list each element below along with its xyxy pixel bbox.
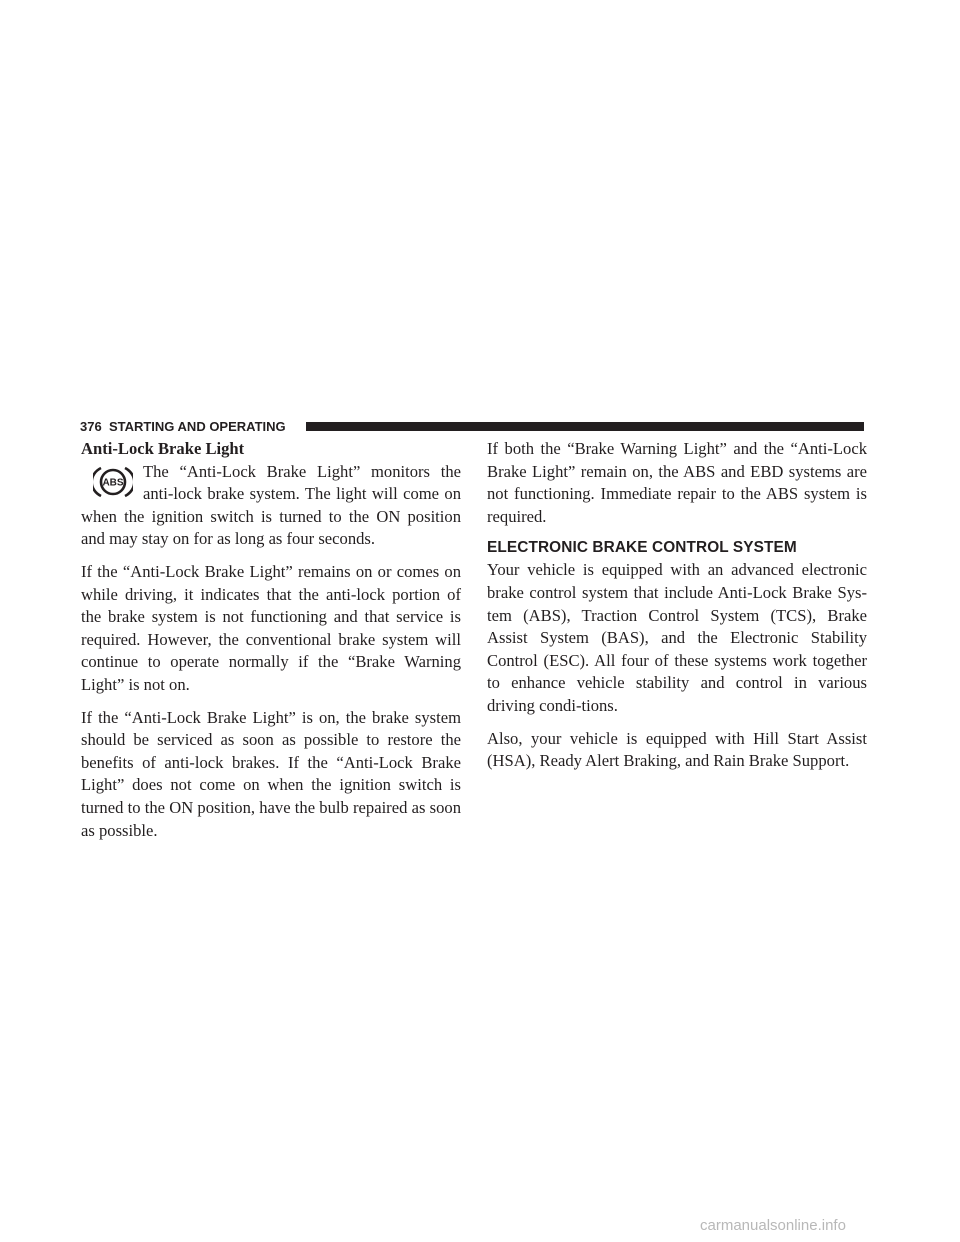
page-number: 376 [80,419,102,434]
page-header-text [80,419,293,435]
abs-warning-icon [93,465,133,499]
paragraph-abs-light-service: If the “Anti-Lock Brake Light” is on, the brake system should be serviced as soon as possible to restore the benefits of anti-lock brakes. If the “Anti-Lock Brake Light” does not come on when the ignition switch is turned to the ON position, have the bulb repaired as soon as possible. [81,707,461,840]
section-title: STARTING AND OPERATING [108,419,286,434]
right-column [487,438,867,783]
page-header [80,419,864,435]
subheading-anti-lock-brake-light: Anti-Lock Brake Light [81,439,245,458]
left-column [81,438,461,852]
paragraph-hsa: Also, your vehicle is equipped with Hill Start Assist (HSA), Ready Alert Braking, and Rain Brake Support. [487,728,867,771]
abs-icon-label: ABS [102,477,124,489]
header-rule [306,422,864,431]
paragraph-ebc-systems: Your vehicle is equipped with an advanced electronic brake control system that include Anti-Lock Brake Sys-tem (ABS), Traction Control System (TCS), Brake Assist System (BAS), and the Electronic Stability Control (ESC). All four of these systems work together to enhance vehicle stability and control in various driving condi-tions. [487,560,867,715]
watermark-text: carmanualsonline.info [700,1217,846,1234]
paragraph-abs-light-driving: If the “Anti-Lock Brake Light” remains on or comes on while driving, it indicates that the anti-lock portion of the brake system is not functioning and that service is required. However, the conventional brake system will continue to operate normally if the “Brake Warning Light” is not on. [81,561,461,694]
section-heading-electronic-brake-control: ELECTRONIC BRAKE CONTROL SYSTEM [487,539,797,557]
paragraph-both-lights: If both the “Brake Warning Light” and the “Anti-Lock Brake Light” remain on, the ABS and EBD systems are not functioning. Immediate repair to the ABS system is required. [487,439,867,526]
paragraph-abs-light-intro: The “Anti-Lock Brake Light” monitors the anti-lock brake system. The light will come on when the ignition switch is turned to the ON position and may stay on for as long as four seconds. [81,461,461,549]
